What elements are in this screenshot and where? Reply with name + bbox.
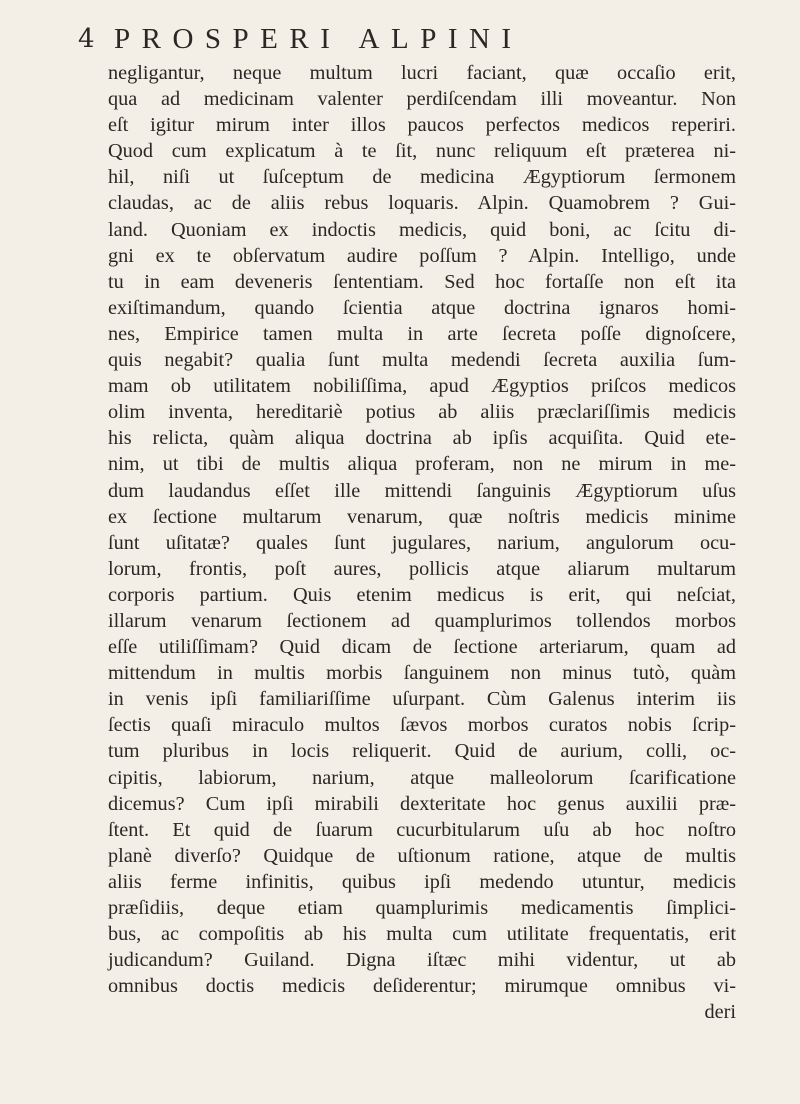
text-line: Quod cum explicatum à te ſit, nunc reliquum eſt præterea ni-	[108, 140, 736, 163]
text-line: quis negabit? qualia ſunt multa medendi ſecreta auxilia ſum-	[108, 349, 736, 372]
text-line: planè diverſo? Quidque de uſtionum ratione, atque de multis	[108, 844, 736, 867]
text-line: omnibus doctis medicis deſiderentur; mirumque omnibus vi-	[108, 975, 736, 998]
text-line: ſectis quaſi miraculo multos ſævos morbos curatos nobis ſcrip-	[108, 714, 736, 737]
text-line: judicandum? Guiland. Digna iſtæc mihi videntur, ut ab	[108, 949, 736, 972]
text-line: præſidiis, deque etiam quamplurimis medicamentis ſimplici-	[108, 897, 736, 919]
page-number: 4	[78, 24, 95, 54]
text-line: qua ad medicinam valenter perdiſcendam illi moveantur. Non	[108, 88, 736, 111]
text-line: dum laudandus eſſet ille mittendi ſanguinis Ægyptiorum uſus	[108, 479, 736, 502]
body-text	[108, 60, 736, 1025]
text-line: dicemus? Cum ipſi mirabili dexteritate hoc genus auxilii præ-	[108, 792, 736, 815]
text-line: olim inventa, hereditariè potius ab aliis præclariſſimis medicis	[108, 401, 736, 424]
text-line: ex ſectione multarum venarum, quæ noſtris medicis minime	[108, 505, 736, 528]
text-line: mittendum in multis morbis ſanguinem non minus tutò, quàm	[108, 662, 736, 685]
text-line: gni ex te obſervatum audire poſſum ? Alpin. Intelligo, unde	[108, 244, 736, 267]
text-line: cipitis, labiorum, narium, atque malleolorum ſcarificatione	[108, 766, 736, 789]
text-line: claudas, ac de aliis rebus loquaris. Alpin. Quamobrem ? Gui-	[108, 192, 736, 215]
text-line: tum pluribus in locis reliquerit. Quid de aurium, colli, oc-	[108, 740, 736, 763]
text-line: exiſtimandum, quando ſcientia atque doctrina ignaros homi-	[108, 296, 736, 319]
text-line: his relicta, quàm aliqua doctrina ab ipſis acquiſita. Quid ete-	[108, 427, 736, 450]
text-line: ſtent. Et quid de ſuarum cucurbitularum uſu ab hoc noſtro	[108, 818, 736, 841]
text-line: eſſe utiliſſimam? Quid dicam de ſectione arteriarum, quam ad	[108, 636, 736, 659]
text-line: nes, Empirice tamen multa in arte ſecreta poſſe dignoſcere,	[108, 322, 736, 345]
page-header	[78, 20, 738, 58]
text-line: hil, niſi ut ſuſceptum de medicina Ægyptiorum ſermonem	[108, 166, 736, 189]
text-line: lorum, frontis, poſt aures, pollicis atque aliarum multarum	[108, 557, 736, 580]
text-line: deri	[704, 1001, 736, 1024]
text-line: negligantur, neque multum lucri faciant, quæ occaſio erit,	[108, 62, 736, 84]
text-line: nim, ut tibi de multis aliqua proferam, non ne mirum in me-	[108, 453, 736, 476]
text-line: eſt igitur mirum inter illos paucos perfectos medicos reperiri.	[108, 114, 736, 137]
text-line: in venis ipſi familiariſſime uſurpant. Cùm Galenus interim iis	[108, 688, 736, 711]
text-line: corporis partium. Quis etenim medicus is erit, qui neſciat,	[108, 583, 736, 606]
text-line: illarum venarum ſectionem ad quamplurimos tollendos morbos	[108, 609, 736, 632]
text-line: ſunt uſitatæ? quales ſunt jugulares, narium, angulorum ocu-	[108, 531, 736, 554]
text-line: aliis ferme infinitis, quibus ipſi medendo utuntur, medicis	[108, 870, 736, 893]
text-line: mam ob utilitatem nobiliſſima, apud Ægyptios priſcos medicos	[108, 375, 736, 398]
text-line: bus, ac compoſitis ab his multa cum utilitate frequentatis, erit	[108, 923, 736, 946]
text-line: land. Quoniam ex indoctis medicis, quid boni, ac ſcitu di-	[108, 218, 736, 241]
text-line: tu in eam deveneris ſententiam. Sed hoc fortaſſe non eſt ita	[108, 270, 736, 293]
running-head: PROSPERI ALPINI	[114, 23, 523, 55]
